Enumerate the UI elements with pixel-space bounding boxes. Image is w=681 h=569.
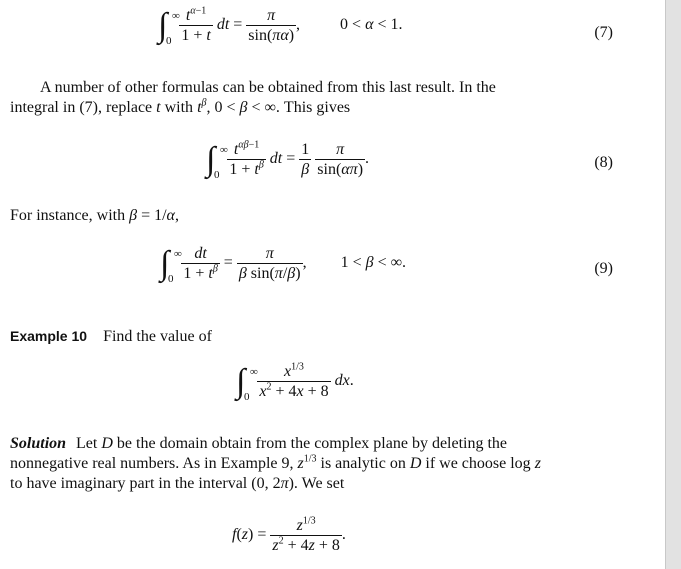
fraction: $\frac{\pi}{\text{β sin(π/β)}}$ bbox=[238, 245, 301, 282]
fraction: $\frac{t^{\alpha\beta-1}}{1 + t^\beta}$ bbox=[229, 139, 264, 178]
fraction: $\frac{1}{\beta}$ bbox=[301, 141, 310, 178]
fraction: $\frac{x^{1/3}}{x^2 + 4x + 8}$ bbox=[259, 361, 329, 400]
function-definition: f(z) = $\frac{z^{1/3}}{z^2 + 4z + 8}$ . bbox=[232, 515, 346, 554]
example-heading bbox=[10, 326, 212, 347]
fraction: $\frac{\pi}{\sin(\pi\alpha)}$ bbox=[248, 7, 295, 44]
example-label: Example 10 bbox=[10, 328, 88, 344]
equation-9: ∫ ∞ 0 $\frac{dt}{1 + t^\beta}$ = $\frac{\pi}{\text{β sin(π/β)}}$ , 1 < β < ∞. bbox=[160, 244, 406, 285]
text-run: integral in (7), replace bbox=[10, 99, 157, 116]
solution-line: Solution Let D be the domain obtain from the complex plane by deleting the bbox=[10, 435, 508, 452]
page-edge bbox=[665, 0, 681, 569]
equation-8: ∫ ∞ 0 $\frac{t^{\alpha\beta-1}}{1 + t^\beta}$ dt = $\frac{1}{\beta}$ $\frac{\pi}{\sin(\alpha\pi)}$ . bbox=[206, 139, 370, 181]
fraction: $\frac{z^{1/3}}{z^2 + 4z + 8}$ bbox=[272, 515, 340, 554]
equation-7: ∫ ∞ 0 $\frac{t^{\alpha-1}}{1 + t}$ dt = $\frac{\pi}{\sin(\pi\alpha)}$ , 0 < α < 1. bbox=[158, 5, 403, 47]
text-run: Find the value of bbox=[103, 328, 212, 345]
text-run: For instance, with bbox=[10, 207, 126, 224]
paragraph: For instance, with β = 1/α, bbox=[10, 207, 179, 224]
paragraph: integral in (7), replace t with $t^\beta$, 0 < β < ∞. This gives bbox=[10, 97, 351, 116]
integral-sign: ∫ ∞ 0 bbox=[160, 244, 182, 285]
solution-label: Solution bbox=[10, 435, 67, 452]
equation-label: (8) bbox=[594, 154, 613, 171]
fraction: $\frac{\pi}{\sin(\alpha\pi)}$ bbox=[317, 141, 364, 178]
integral-sign: ∫ ∞ 0 bbox=[206, 140, 228, 181]
fraction: $\frac{t^{\alpha-1}}{1 + t}$ bbox=[181, 5, 211, 44]
solution-line: nonnegative real numbers. As in Example 9, $z^{1/3}$ is analytic on D if we choose log z bbox=[10, 453, 541, 472]
integral-sign: ∫ ∞ 0 bbox=[158, 6, 180, 47]
example-integral: ∫ ∞ 0 $\frac{x^{1/3}}{x^2 + 4x + 8}$ dx. bbox=[236, 361, 354, 403]
fraction: $\frac{dt}{1 + t^\beta}$ bbox=[183, 245, 218, 282]
equation-label: (9) bbox=[594, 260, 613, 277]
paragraph: A number of other formulas can be obtained from this last result. In the bbox=[40, 79, 496, 96]
solution-line: to have imaginary part in the interval (0, 2π). We set bbox=[10, 475, 345, 492]
integral-sign: ∫ ∞ 0 bbox=[236, 362, 258, 403]
equation-label: (7) bbox=[594, 24, 613, 41]
